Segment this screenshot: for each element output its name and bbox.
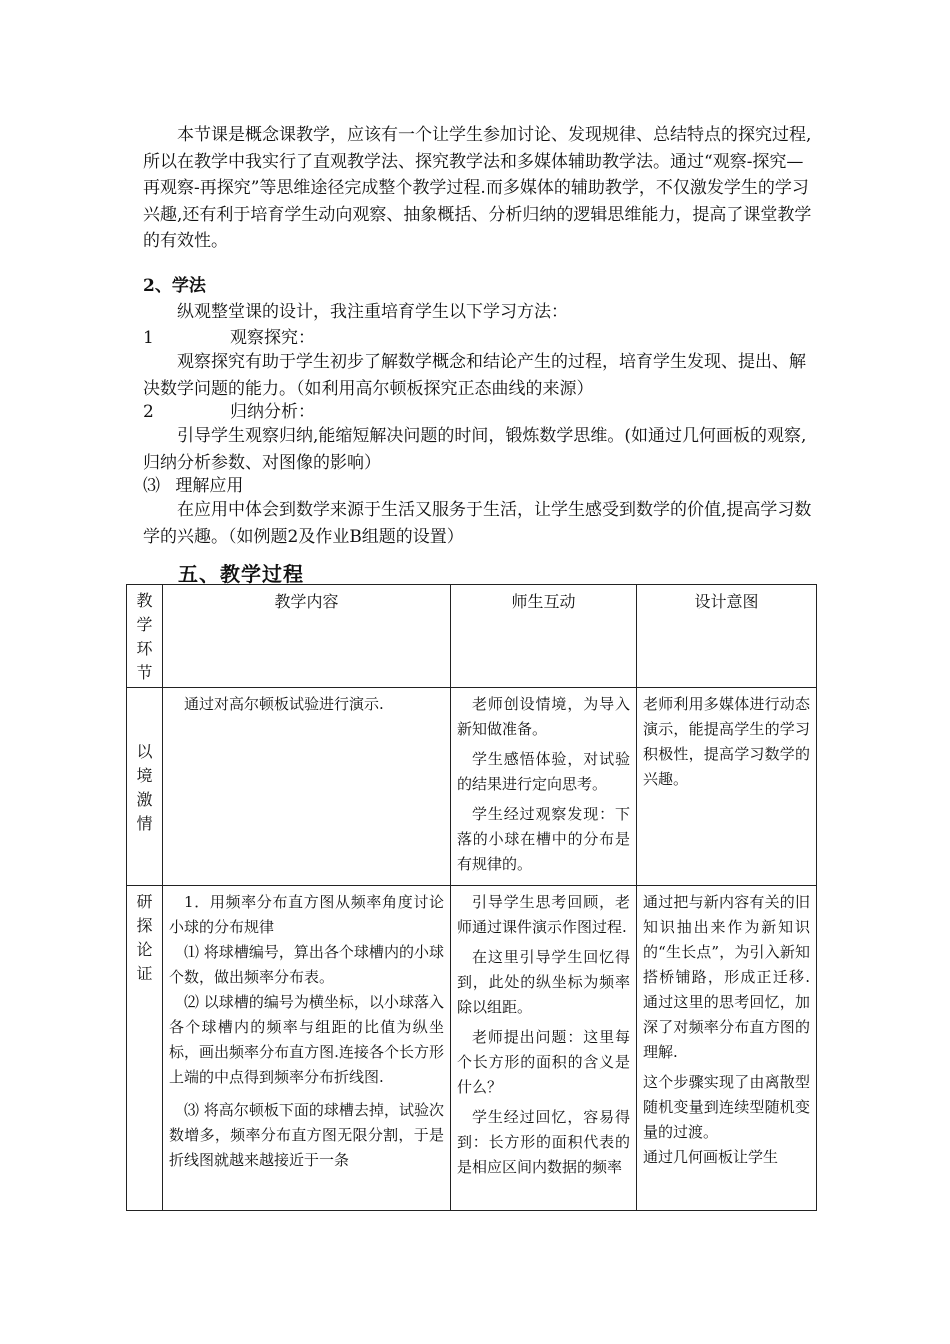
section-5-title: 五、教学过程: [178, 562, 304, 586]
method-2-text: 引导学生观察归纳,能缩短解决问题的时间，锻炼数学思维。(如通过几何画板的观察,归纳分析参数、对图像的影响）: [143, 426, 807, 473]
teaching-process-table: [126, 584, 817, 1211]
method-2-label: 归纳分析：: [230, 402, 315, 422]
method-2-num: 2: [143, 402, 154, 422]
content-cell-1: 通过对高尔顿板试验进行演示.: [163, 688, 451, 886]
table-header-row: [127, 585, 817, 688]
stage-cell-2: 研探论证: [127, 886, 163, 1211]
intro-paragraph: 本节课是概念课教学，应该有一个让学生参加讨论、发现规律、总结特点的探究过程,所以在教学中我实行了直观教学法、探究教学法和多媒体辅助教学法。通过“观察-探究—再观察-再探究”等思维途径完成整个教学过程.而多媒体的辅助教学，不仅激发学生的学习兴趣,还有利于培育学生动向观察、抽象概括、分析归纳的逻辑思维能力，提高了课堂教学的有效性。: [143, 125, 812, 251]
method-3-heading: [143, 473, 243, 499]
interaction-cell-1: 老师创设情境，为导入新知做准备。 学生感悟体验，对试验的结果进行定向思考。 学生经过观察发现：下落的小球在槽中的分布是有规律的。: [451, 688, 637, 886]
method-3-text: 在应用中体会到数学来源于生活又服务于生活，让学生感受到数学的价值,提高学习数学的兴趣。（如例题2及作业B组题的设置）: [143, 500, 812, 547]
method-3-num: ⑶: [143, 476, 160, 496]
header-content: 教学内容: [163, 585, 451, 688]
header-stage: 教学环节: [127, 585, 163, 688]
interaction-cell-2: 引导学生思考回顾，老师通过课件演示作图过程. 在这里引导学生回忆得到，此处的纵坐标为频率除以组距。 老师提出问题：这里每个长方形的面积的含义是什么？ 学生经过回忆，容易得到：长方形的面积代表的是相应区间内数据的频率: [451, 886, 637, 1211]
method-1-num: 1: [143, 328, 154, 348]
section-2-title: 2、学法: [143, 276, 206, 296]
purpose-cell-1: 老师利用多媒体进行动态演示，能提高学生的学习积极性，提高学习数学的兴趣。: [637, 688, 817, 886]
section-2-intro: 纵观整堂课的设计，我注重培育学生以下学习方法：: [177, 302, 568, 322]
method-1-heading: [143, 325, 315, 351]
method-3-label: 理解应用: [175, 476, 244, 496]
content-cell-2: 1．用频率分布直方图从频率角度讨论小球的分布规律 ⑴ 将球槽编号，算出各个球槽内的小球个数，做出频率分布表。 ⑵ 以球槽的编号为横坐标，以小球落入各个球槽内的频率与组距的比值为纵坐标，画出频率分布直方图.连接各个长方形上端的中点得到频率分布折线图. ⑶ 将高尔顿板下面的球槽去掉，试验次数增多，频率分布直方图无限分割，于是折线图就越来越接近于一条: [163, 886, 451, 1211]
method-1-text: 观察探究有助于学生初步了解数学概念和结论产生的过程，培育学生发现、提出、解决数学问题的能力。（如利用高尔顿板探究正态曲线的来源）: [143, 352, 806, 399]
header-purpose: 设计意图: [637, 585, 817, 688]
header-interaction: 师生互动: [451, 585, 637, 688]
table-row: [127, 688, 817, 886]
purpose-cell-2: 通过把与新内容有关的旧知识抽出来作为新知识的“生长点”，为引入新知搭桥铺路，形成正迁移.通过这里的思考回忆，加深了对频率分布直方图的理解. 这个步骤实现了由离散型随机变量到连续型随机变量的过渡。 通过几何画板让学生: [637, 886, 817, 1211]
method-1-label: 观察探究：: [230, 328, 315, 348]
table-row: [127, 886, 817, 1211]
stage-cell-1: 以境激情: [127, 688, 163, 886]
method-2-heading: [143, 399, 315, 425]
